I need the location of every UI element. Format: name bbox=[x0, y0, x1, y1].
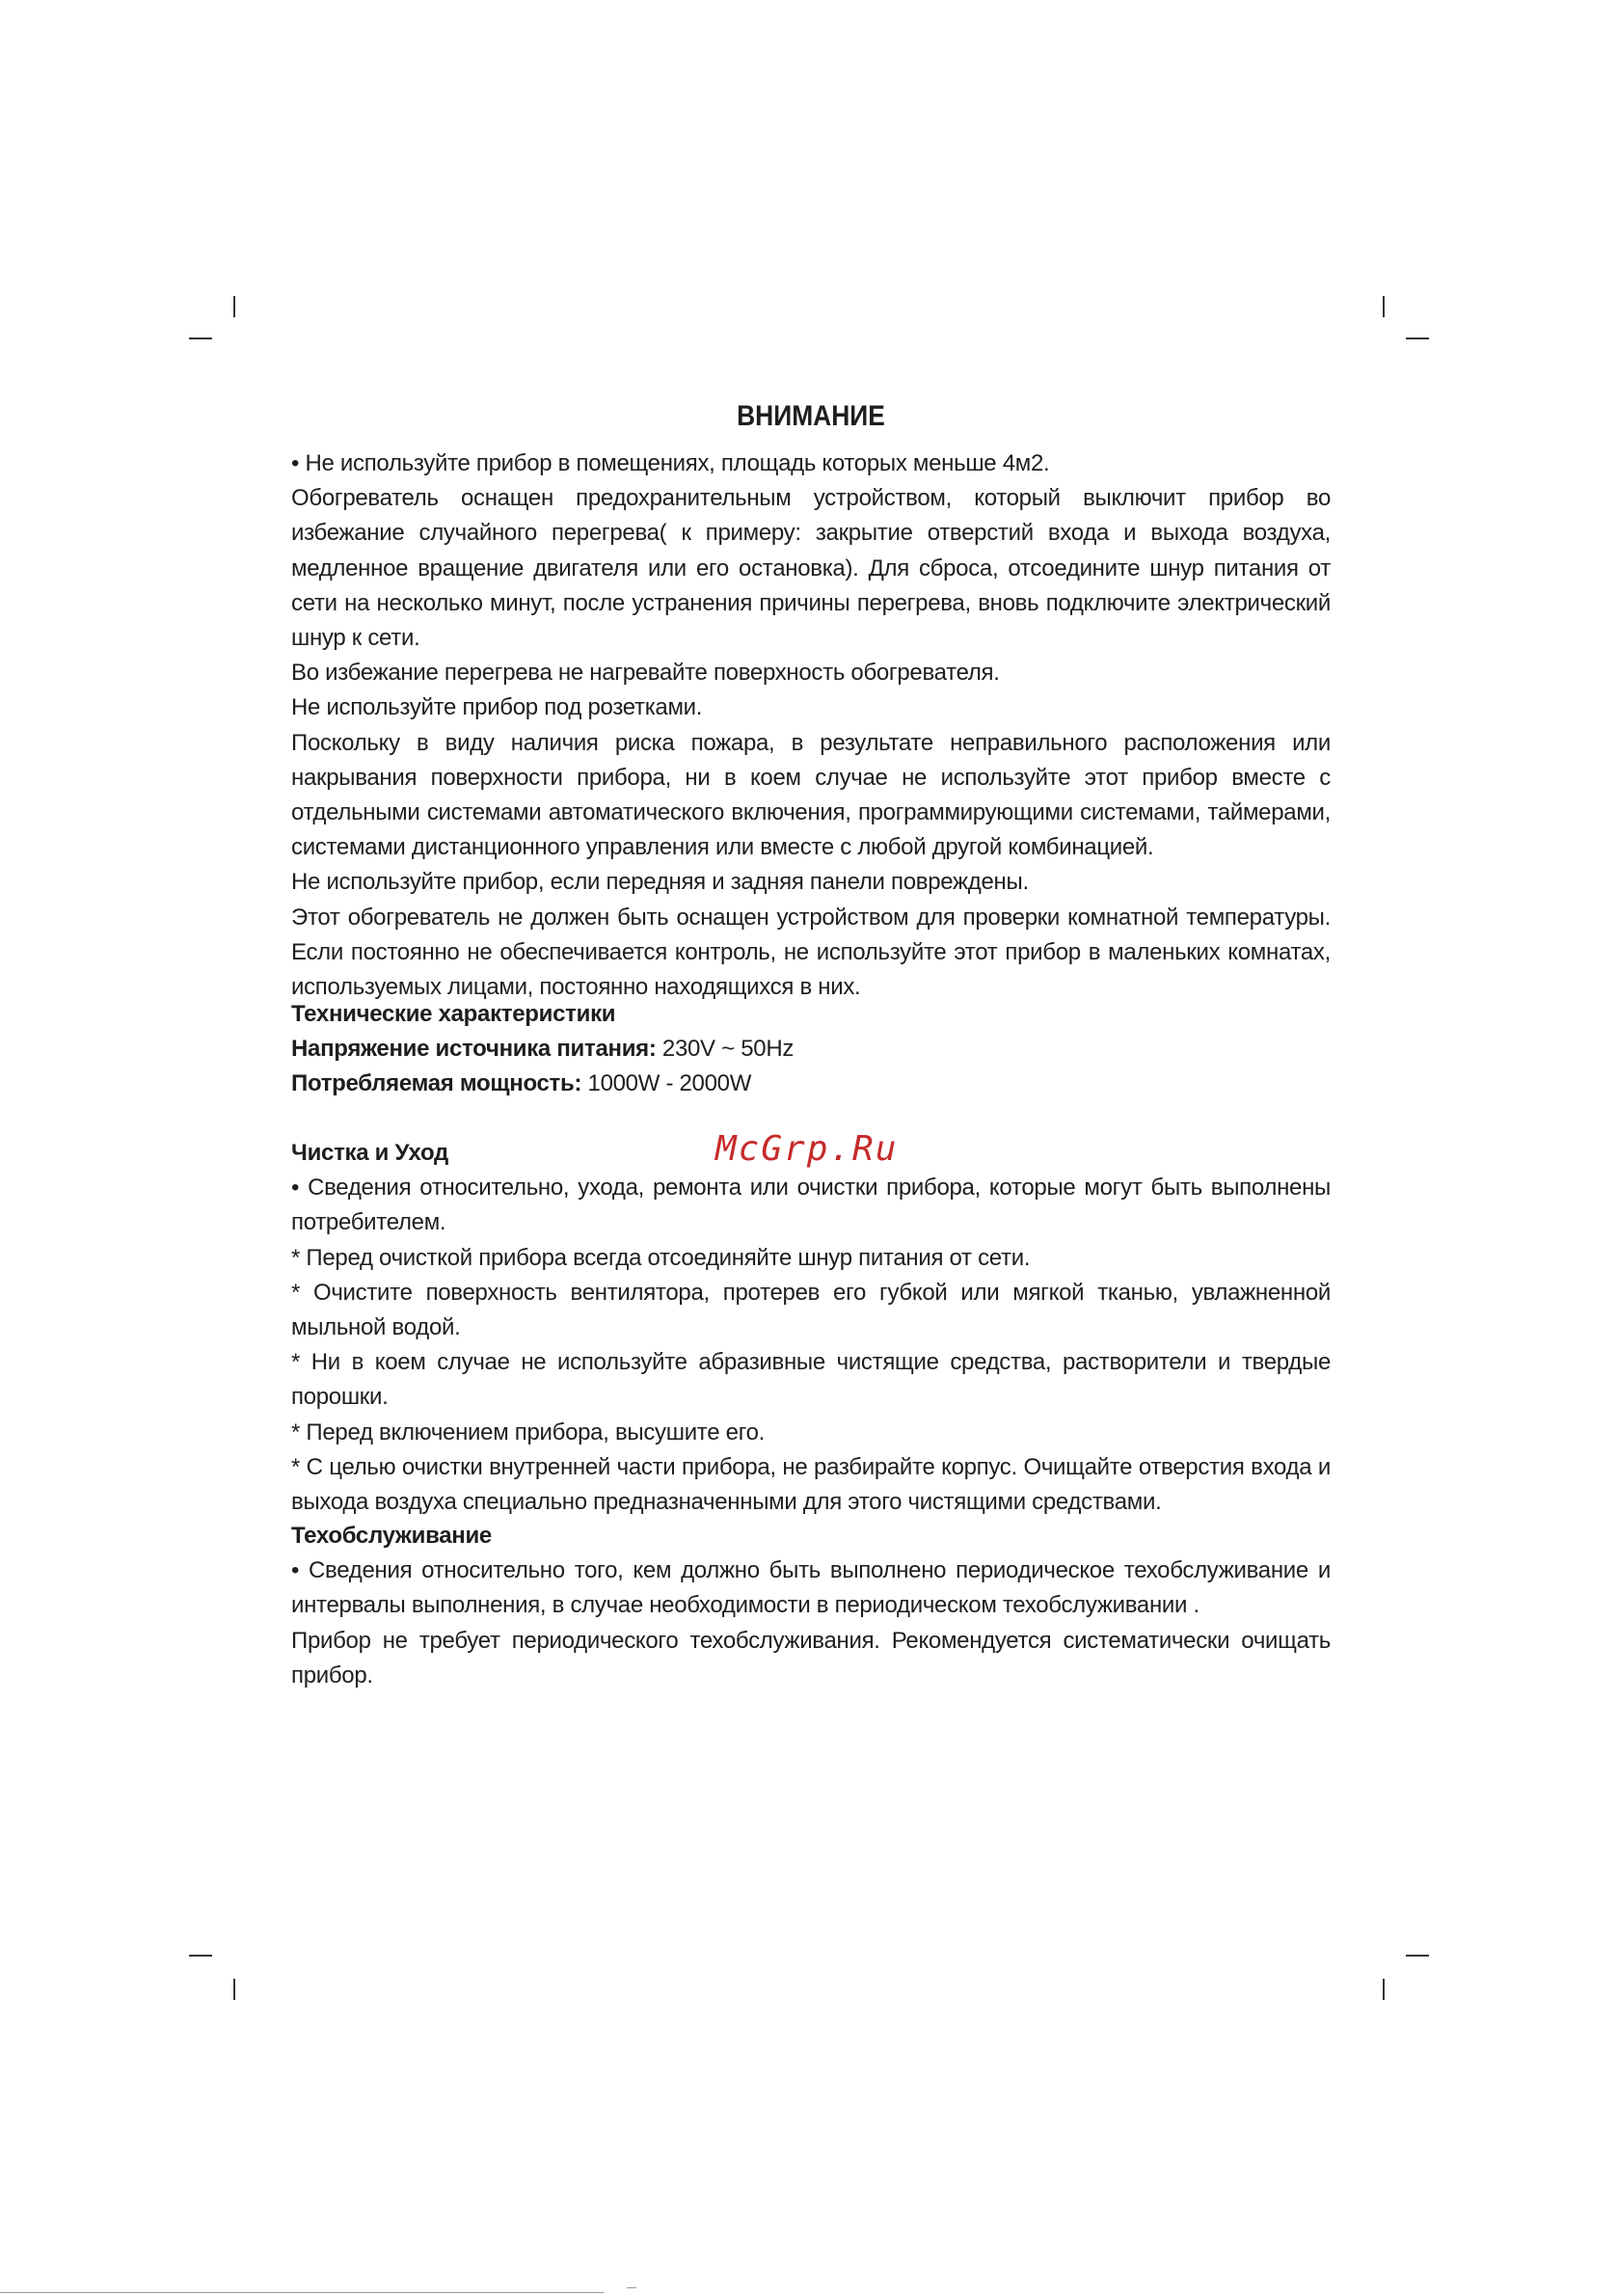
warning-paragraph: Этот обогреватель не должен быть оснащен устройством для проверки комнатной температуры. Если постоянно не обеспечивается контроль, не используйте этот прибор в маленьких комнатах, используемых лицами, постоянно находящихся в них. bbox=[291, 904, 1331, 1001]
page-title: ВНИМАНИЕ bbox=[737, 400, 885, 432]
warning-paragraph: • Не используйте прибор в помещениях, площадь которых меньше 4м2. bbox=[291, 450, 1050, 476]
cleaning-item: * Перед включением прибора, высушите его. bbox=[291, 1418, 766, 1445]
voltage-value: 230V ~ 50Hz bbox=[656, 1036, 795, 1063]
crop-mark-bottom-left-vertical bbox=[233, 1979, 235, 2000]
cleaning-item: * Перед очисткой прибора всегда отсоединяйте шнур питания от сети. bbox=[291, 1244, 1031, 1271]
crop-mark-top-right-vertical bbox=[1383, 296, 1385, 317]
warning-paragraph: Поскольку в виду наличия риска пожара, в результате неправильного расположения или накрывания поверхности прибора, ни в коем случае не используйте этот прибор вместе с отдельными системами автоматического включения, программирующими системами, таймерами, системами дистанционного управления или вместе с любой другой комбинацией. bbox=[291, 729, 1331, 861]
crop-mark-top-left-horizontal bbox=[189, 338, 212, 339]
crop-mark-top-right-horizontal bbox=[1406, 338, 1429, 339]
power-spec bbox=[291, 1067, 1331, 1101]
maintenance-heading: Техобслуживание bbox=[291, 1523, 492, 1549]
warnings-section bbox=[291, 446, 1331, 1005]
bottom-edge-mark bbox=[627, 2287, 636, 2294]
specs-heading: Технические характеристики bbox=[291, 1001, 616, 1027]
warning-paragraph: Не используйте прибор под розетками. bbox=[291, 694, 703, 721]
power-label: Потребляемая мощность: bbox=[291, 1070, 582, 1097]
bottom-edge-rule bbox=[0, 2292, 604, 2293]
crop-mark-top-left-vertical bbox=[233, 296, 235, 317]
maintenance-item: • Сведения относительно того, кем должно быть выполнено периодическое техобслуживание и интервалы выполнения, в случае необходимости в периодическом техобслуживании . bbox=[291, 1557, 1331, 1619]
cleaning-item: * Очистите поверхность вентилятора, протерев его губкой или мягкой тканью, увлажненной мыльной водой. bbox=[291, 1279, 1331, 1341]
maintenance-section bbox=[291, 1519, 1331, 1693]
cleaning-heading: Чистка и Уход bbox=[291, 1140, 448, 1166]
cleaning-item: * Ни в коем случае не используйте абразивные чистящие средства, растворители и твердые порошки. bbox=[291, 1349, 1331, 1411]
cleaning-section bbox=[291, 1136, 1331, 1520]
cleaning-item: • Сведения относительно, ухода, ремонта или очистки прибора, которые могут быть выполнены потребителем. bbox=[291, 1175, 1331, 1236]
warning-paragraph: Обогреватель оснащен предохранительным устройством, который выключит прибор во избежание случайного перегрева( к примеру: закрытие отверстий входа и выхода воздуха, медленное вращение двигателя или его остановка). Для сброса, отсоедините шнур питания от сети на несколько минут, после устранения причины перегрева, вновь подключите электрический шнур к сети. bbox=[291, 485, 1331, 652]
crop-mark-bottom-left-horizontal bbox=[189, 1955, 212, 1957]
maintenance-item: Прибор не требует периодического техобслуживания. Рекомендуется систематически очищать прибор. bbox=[291, 1627, 1331, 1688]
specs-section bbox=[291, 997, 1331, 1102]
watermark: McGrp.Ru bbox=[715, 1129, 899, 1169]
crop-mark-bottom-right-vertical bbox=[1383, 1979, 1385, 2000]
crop-mark-bottom-right-horizontal bbox=[1406, 1955, 1429, 1957]
power-value: 1000W - 2000W bbox=[581, 1070, 752, 1097]
warning-paragraph: Во избежание перегрева не нагревайте поверхность обогревателя. bbox=[291, 660, 1000, 687]
voltage-label: Напряжение источника питания: bbox=[291, 1036, 657, 1063]
cleaning-item: * С целью очистки внутренней части прибора, не разбирайте корпус. Очищайте отверстия входа и выхода воздуха специально предназначенными для этого чистящими средствами. bbox=[291, 1453, 1331, 1516]
warning-paragraph: Не используйте прибор, если передняя и задняя панели повреждены. bbox=[291, 869, 1029, 896]
voltage-spec bbox=[291, 1032, 1331, 1067]
